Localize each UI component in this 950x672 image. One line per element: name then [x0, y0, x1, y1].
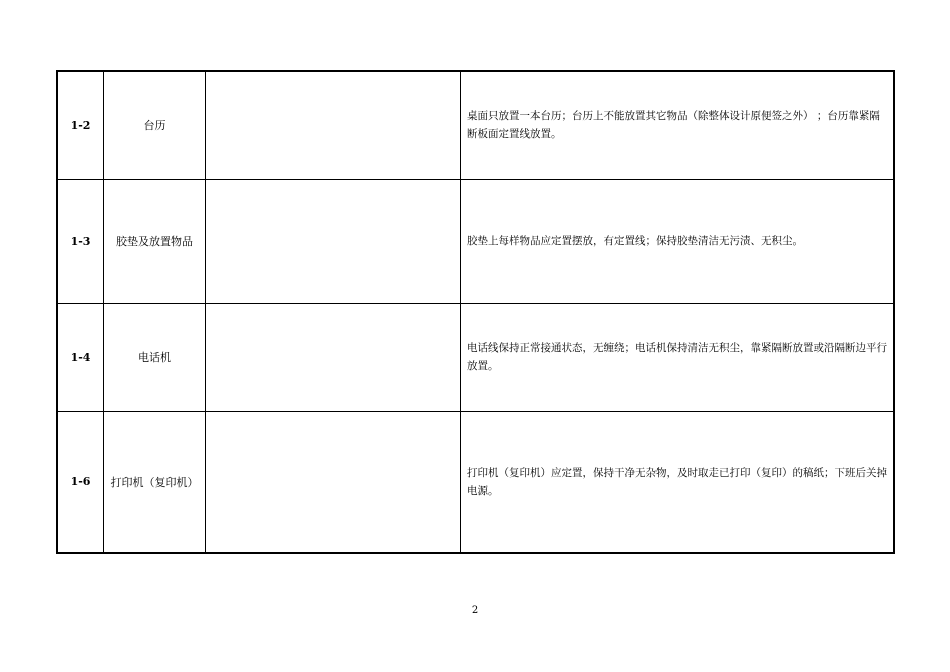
- image-cell: [206, 411, 461, 553]
- item-standard: 打印机（复印机）应定置，保持干净无杂物，及时取走已打印（复印）的稿纸；下班后关掉电源。: [461, 411, 895, 553]
- item-standard: 桌面只放置一本台历；台历上不能放置其它物品（除整体设计原便签之外） ；台历靠紧隔断板面定置线放置。: [461, 71, 895, 179]
- item-name: 胶垫及放置物品: [104, 179, 206, 303]
- table-row: [57, 303, 894, 411]
- item-code: 1-6: [57, 411, 104, 553]
- image-cell: [206, 179, 461, 303]
- standards-table: [56, 70, 895, 554]
- image-cell: [206, 303, 461, 411]
- item-name: 台历: [104, 71, 206, 179]
- item-code: 1-3: [57, 179, 104, 303]
- image-cell: [206, 71, 461, 179]
- item-name: 电话机: [104, 303, 206, 411]
- item-standard: 胶垫上每样物品应定置摆放，有定置线；保持胶垫清洁无污渍、无积尘。: [461, 179, 895, 303]
- table-row: [57, 411, 894, 553]
- table-row: [57, 71, 894, 179]
- item-code: 1-2: [57, 71, 104, 179]
- table-row: [57, 179, 894, 303]
- page-number: 2: [471, 605, 479, 616]
- item-standard: 电话线保持正常接通状态，无缠绕；电话机保持清洁无积尘，靠紧隔断放置或沿隔断边平行放置。: [461, 303, 895, 411]
- item-name: 打印机（复印机）: [104, 411, 206, 553]
- item-code: 1-4: [57, 303, 104, 411]
